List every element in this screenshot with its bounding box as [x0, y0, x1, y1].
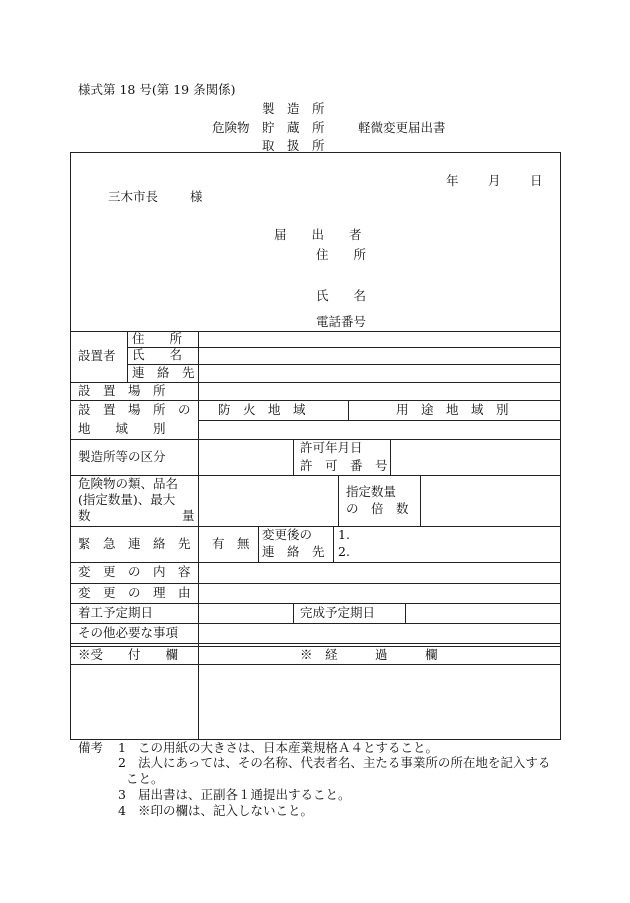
new-contact-label-line2: 連 絡 先 [262, 544, 325, 559]
title-prefix: 危険物 [212, 120, 250, 135]
fire-zone-label: 防 火 地 域 [218, 401, 306, 417]
hazmat-label-line3a: 数 [78, 508, 91, 523]
contact-item-1: 1. [338, 527, 350, 542]
hazmat-label-line1: 危険物の類、品名 [78, 476, 179, 491]
installer-contact-label: 連 絡 先 [132, 364, 195, 380]
zone-label-line1: 設 置 場 所 の [78, 401, 191, 417]
emergency-label: 緊 急 連 絡 先 [78, 535, 191, 551]
date-month: 月 [488, 173, 501, 188]
title-option-handling: 取 扱 所 [262, 138, 325, 153]
completion-date-label: 完成予定期日 [300, 604, 376, 620]
multiple-label-line2: の 倍 数 [346, 501, 409, 516]
title-option-manufacturing: 製 造 所 [262, 101, 325, 116]
date-day: 日 [530, 173, 543, 188]
permit-number-label: 許 可 番 号 [300, 457, 388, 473]
progress-label: ※ 経 過 欄 [300, 646, 438, 662]
change-content-label: 変 更 の 内 容 [78, 564, 191, 580]
note-4-text: ※印の欄は、記入しないこと。 [138, 803, 314, 818]
note-3-text: 届出書は、正副各１通提出すること。 [138, 787, 351, 802]
title-option-storage: 貯 蔵 所 [262, 120, 325, 135]
hazmat-label-line3b: 量 [182, 508, 195, 523]
installer-group-label: 設置者 [78, 348, 116, 364]
presence-label: 有 無 [212, 535, 250, 551]
notifier-address-label: 住 所 [316, 247, 367, 262]
multiple-label-line1: 指定数量 [346, 484, 397, 499]
notifier-label: 届 出 者 [274, 227, 362, 242]
form-number: 様式第 18 号(第 19 条関係) [78, 82, 236, 97]
start-date-label: 着工予定期日 [78, 604, 154, 620]
classification-label: 製造所等の区分 [78, 448, 166, 464]
note-2-cont: こと。 [126, 771, 164, 786]
other-label: その他必要な事項 [78, 624, 179, 640]
addressee-honorific: 様 [190, 189, 203, 204]
use-zone-label: 用 途 地 域 別 [396, 401, 509, 417]
note-3-num: 3 [118, 787, 126, 802]
new-contact-label-line1: 変更後の [262, 527, 313, 542]
location-label: 設 置 場 所 [78, 382, 166, 398]
note-1-num: 1 [118, 740, 126, 755]
reception-label: ※受 付 欄 [78, 646, 179, 662]
note-1-text: この用紙の大きさは、日本産業規格Ａ４とすること。 [138, 740, 439, 755]
notifier-name-label: 氏 名 [316, 288, 367, 303]
permit-date-label: 許可年月日 [300, 439, 363, 455]
addressee: 三木市長 [108, 189, 159, 204]
change-reason-label: 変 更 の 理 由 [78, 584, 191, 600]
notes-label: 備考 [78, 740, 104, 755]
note-2-num: 2 [118, 755, 126, 770]
note-2-text: 法人にあっては、その名称、代表者名、主たる事業所の所在地を記入する [138, 755, 551, 770]
note-4-num: 4 [118, 803, 126, 818]
installer-name-label: 氏 名 [132, 347, 183, 363]
hazmat-label-line2: (指定数量)、最大 [78, 492, 176, 507]
installer-address-label: 住 所 [132, 330, 183, 346]
notifier-phone-label: 電話番号 [316, 314, 367, 329]
date-year: 年 [446, 173, 459, 188]
title-suffix: 軽微変更届出書 [358, 120, 446, 135]
contact-item-2: 2. [338, 544, 350, 559]
zone-label-line2: 地 域 別 [78, 421, 166, 437]
